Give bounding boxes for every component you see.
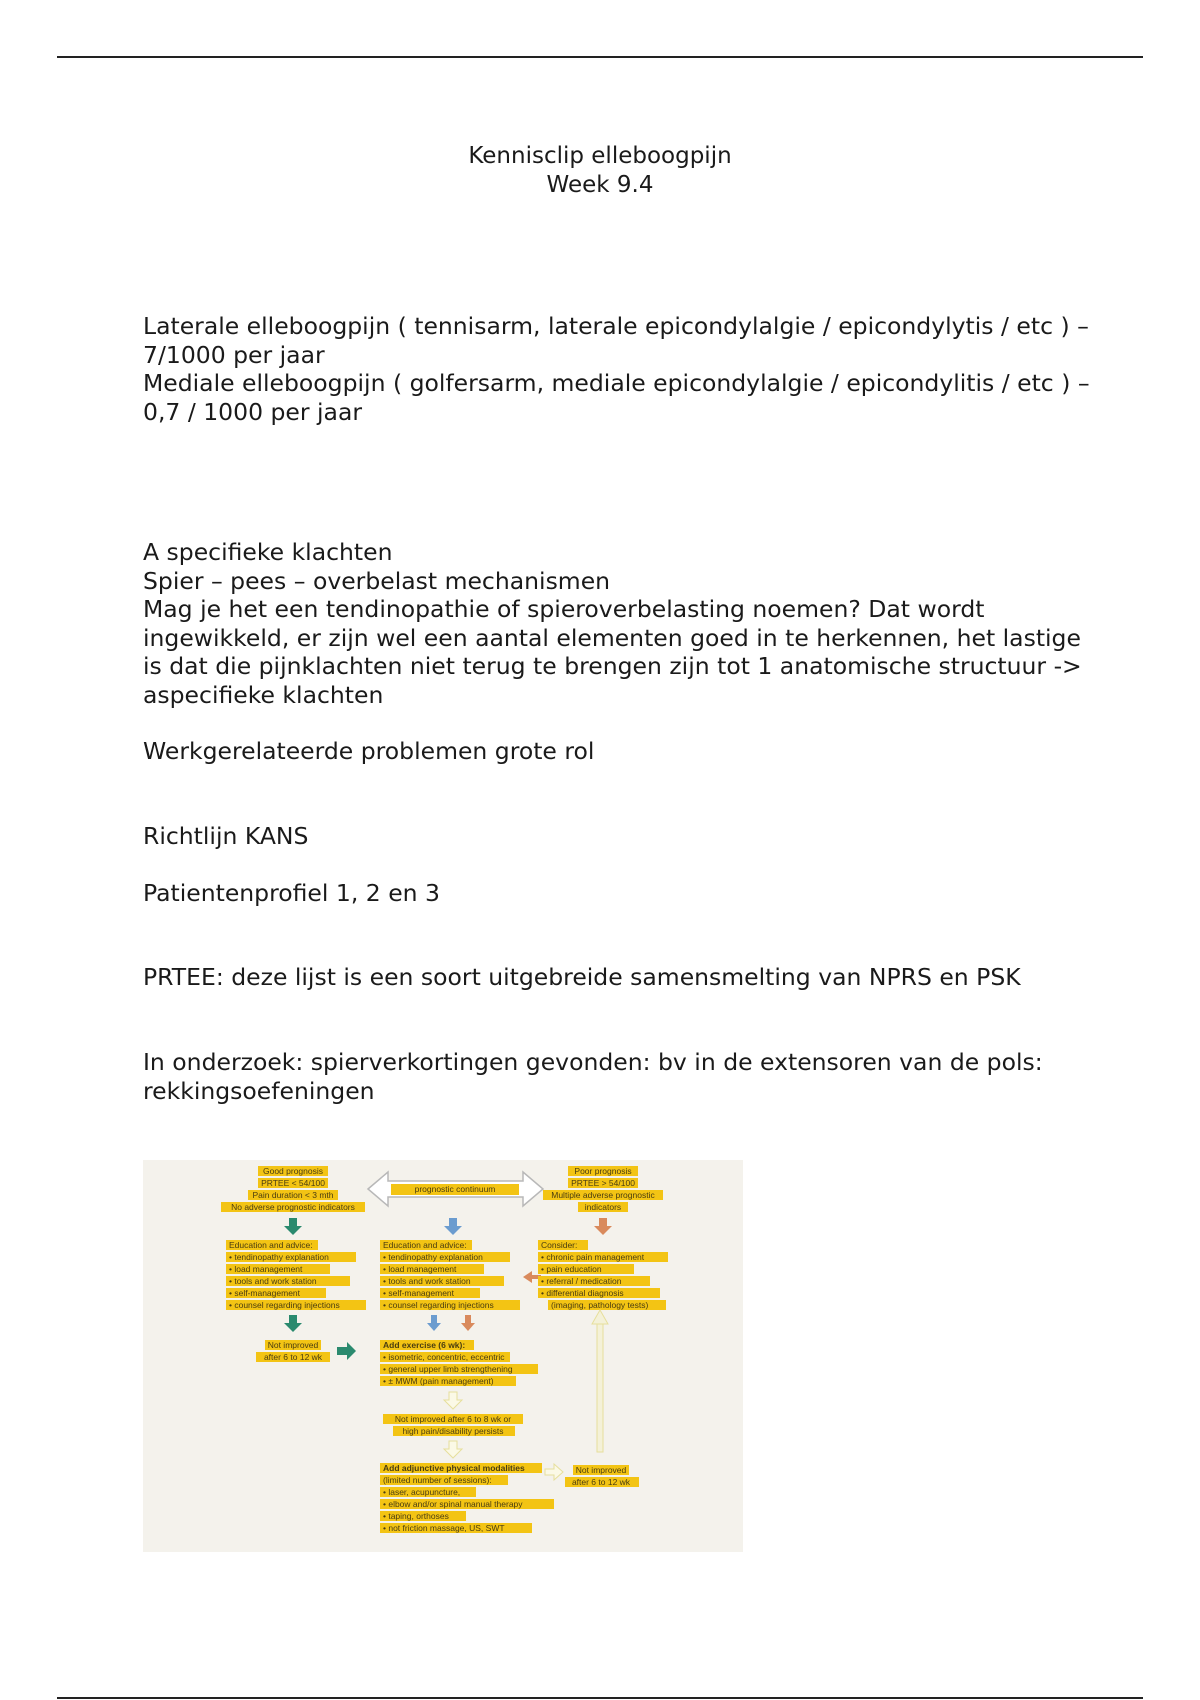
good-prognosis-box (221, 1166, 365, 1212)
outline-down-arrow-icon (444, 1392, 462, 1409)
exercise-item: • general upper limb strengthening (383, 1364, 513, 1374)
good-prognosis-line: No adverse prognostic indicators (231, 1202, 355, 1212)
education-item: • tools and work station (229, 1276, 317, 1286)
education-item: • load management (229, 1264, 303, 1274)
teal-down-arrow-icon (284, 1315, 302, 1332)
consider-box (538, 1240, 668, 1310)
medial-incidence: Mediale elleboogpijn ( golfersarm, mediale epicondylalgie / epicondylitis / etc ) – 0,7 / 1000 per jaar (143, 369, 1090, 426)
education-box-left (226, 1240, 366, 1310)
education-item: • load management (383, 1264, 457, 1274)
adjunctive-box (380, 1463, 554, 1533)
aspecific-section (143, 538, 1093, 709)
not-improved-line: Not improved after 6 to 8 wk or (394, 1414, 512, 1424)
poor-prognosis-line: Multiple adverse prognostic (551, 1190, 655, 1200)
adjunctive-item: (limited number of sessions): (383, 1475, 492, 1485)
poor-prognosis-line: Poor prognosis (574, 1166, 632, 1176)
education-title: Education and advice: (383, 1240, 467, 1250)
education-item: • tendinopathy explanation (383, 1252, 483, 1262)
adjunctive-item: • taping, orthoses (383, 1511, 449, 1521)
exercise-item: • ± MWM (pain management) (383, 1376, 494, 1386)
education-item: • counsel regarding injections (229, 1300, 340, 1310)
consider-item: (imaging, pathology tests) (551, 1300, 649, 1310)
not-improved-right-box (565, 1465, 639, 1487)
aspecific-title: A specifieke klachten (143, 538, 393, 566)
not-improved-line: after 6 to 12 wk (263, 1352, 323, 1362)
education-item: • tools and work station (383, 1276, 471, 1286)
not-improved-line: after 6 to 12 wk (571, 1477, 631, 1487)
not-improved-left-box (256, 1340, 330, 1362)
orange-down-arrow-icon (594, 1218, 612, 1235)
poor-prognosis-line: indicators (584, 1202, 622, 1212)
not-improved-line: high pain/disability persists (402, 1426, 504, 1436)
lateral-incidence: Laterale elleboogpijn ( tennisarm, laterale epicondylalgie / epicondylytis / etc ) – 7/1000 per jaar (143, 312, 1089, 369)
consider-title: Consider: (541, 1240, 578, 1250)
treatment-flowchart (143, 1160, 743, 1552)
incidence-paragraphs (143, 312, 1093, 426)
poor-prognosis-box (543, 1166, 663, 1212)
continuum-label: prognostic continuum (414, 1184, 496, 1194)
prognostic-continuum-arrow (368, 1172, 543, 1206)
good-prognosis-line: PRTEE < 54/100 (261, 1178, 325, 1188)
research-note: In onderzoek: spierverkortingen gevonden: bv in de extensoren van de pols: rekkingsoefeningen (143, 1048, 1043, 1105)
education-item: • self-management (229, 1288, 301, 1298)
document-title: Kennisclip elleboogpijn (468, 143, 732, 169)
consider-item: • differential diagnosis (541, 1288, 624, 1298)
not-improved-line: Not improved (267, 1340, 319, 1350)
long-up-arrow-icon (592, 1310, 608, 1452)
document-header (0, 142, 1200, 199)
teal-right-arrow-icon (337, 1342, 356, 1360)
exercise-box (380, 1340, 538, 1386)
not-improved-middle-box (383, 1414, 523, 1436)
work-related-note: Werkgerelateerde problemen grote rol (143, 737, 595, 765)
outline-right-arrow-icon (545, 1464, 563, 1480)
education-item: • tendinopathy explanation (229, 1252, 329, 1262)
good-prognosis-line: Good prognosis (262, 1166, 324, 1176)
adjunctive-item: • not friction massage, US, SWT (383, 1523, 505, 1533)
consider-item: • chronic pain management (541, 1252, 645, 1262)
education-title: Education and advice: (229, 1240, 313, 1250)
education-item: • self-management (383, 1288, 455, 1298)
consider-item: • pain education (541, 1264, 602, 1274)
poor-prognosis-line: PRTEE > 54/100 (571, 1178, 635, 1188)
exercise-title: Add exercise (6 wk): (383, 1340, 466, 1350)
orange-down-arrow-icon (461, 1315, 475, 1331)
document-subtitle: Week 9.4 (546, 171, 654, 198)
top-rule (57, 56, 1143, 58)
blue-down-arrow-icon (444, 1218, 462, 1235)
prtee-note: PRTEE: deze lijst is een soort uitgebreide samensmelting van NPRS en PSK (143, 963, 1021, 991)
bottom-rule (57, 1697, 1143, 1699)
aspecific-mechanism: Spier – pees – overbelast mechanismen (143, 566, 611, 595)
patient-profile-note: Patientenprofiel 1, 2 en 3 (143, 879, 440, 907)
consider-item: • referral / medication (541, 1276, 622, 1286)
adjunctive-title: Add adjunctive physical modalities (383, 1463, 525, 1473)
education-box-middle (380, 1240, 520, 1310)
aspecific-body: Mag je het een tendinopathie of spieroverbelasting noemen? Dat wordt ingewikkeld, er zijn wel een aantal elementen goed in te herkennen, het lastige is dat die pijnklachten niet terug te brengen zijn tot 1 anatomische structuur -> aspecifieke klachten (143, 595, 1082, 709)
guideline-note: Richtlijn KANS (143, 822, 309, 850)
education-item: • counsel regarding injections (383, 1300, 494, 1310)
exercise-item: • isometric, concentric, eccentric (383, 1352, 505, 1362)
good-prognosis-line: Pain duration < 3 mth (252, 1190, 334, 1200)
adjunctive-item: • laser, acupuncture, (383, 1487, 461, 1497)
adjunctive-item: • elbow and/or spinal manual therapy (383, 1499, 523, 1509)
blue-down-arrow-icon (427, 1315, 441, 1331)
not-improved-line: Not improved (575, 1465, 627, 1475)
outline-down-arrow-icon (444, 1441, 462, 1458)
teal-down-arrow-icon (284, 1218, 302, 1235)
